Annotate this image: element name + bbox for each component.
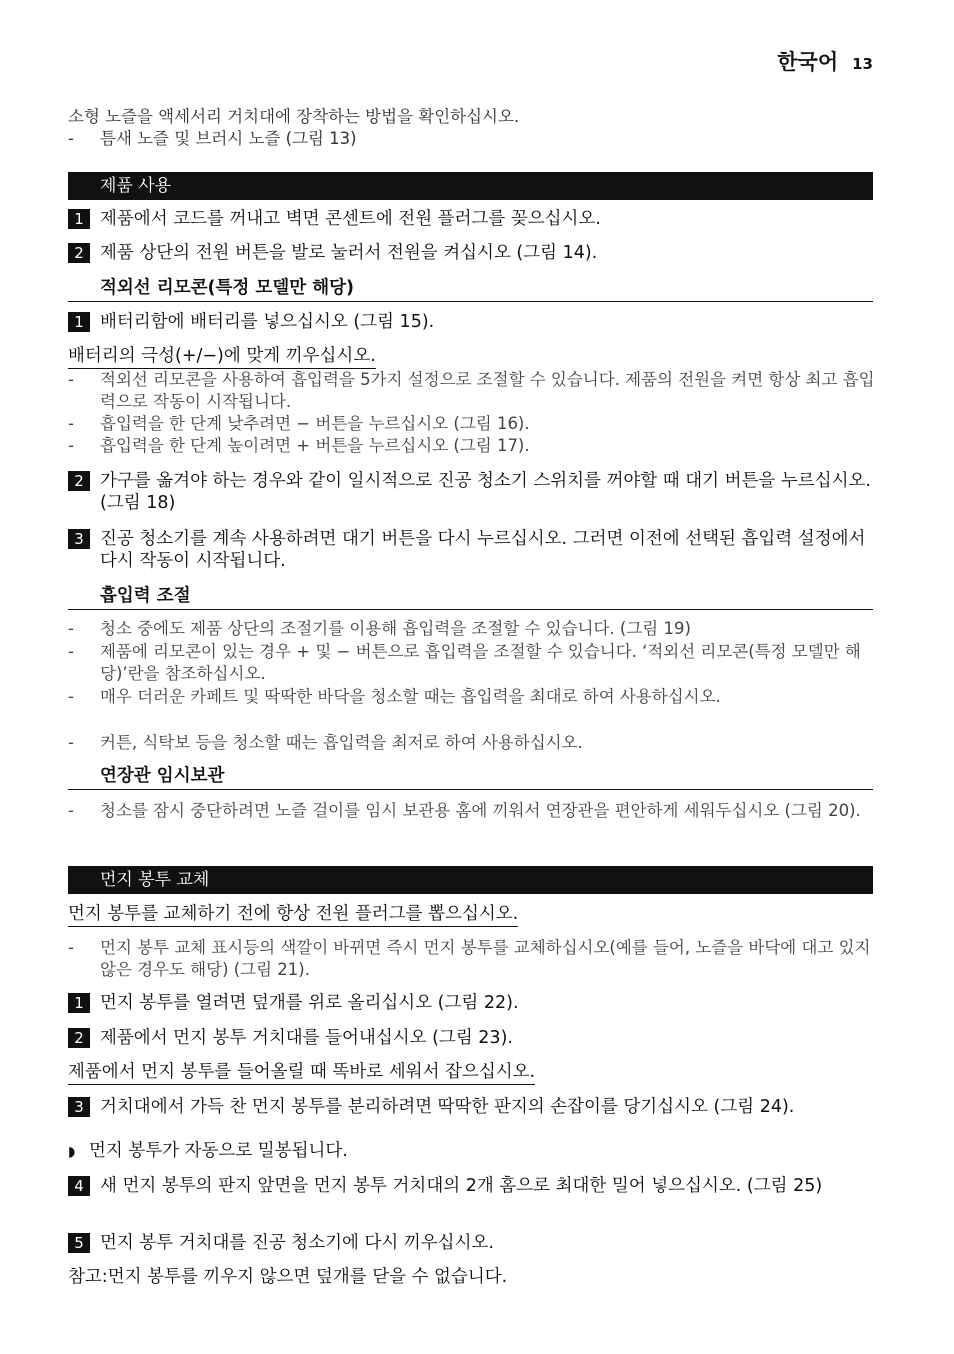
subsection-title-parking: 연장관 임시보관 — [68, 766, 873, 790]
step-text: 거치대에서 가득 찬 먼지 봉투를 분리하려면 딱딱한 판지의 손잡이를 당기십시오 (그림 24). — [100, 1097, 795, 1117]
result-marker-icon: ◗ — [68, 1144, 76, 1160]
list-item — [68, 435, 873, 457]
step-number: 1 — [68, 993, 90, 1013]
step-4 — [68, 1175, 873, 1219]
note-text — [68, 345, 376, 369]
step-text: 먼지 봉투를 열려면 덮개를 위로 올리십시오 (그림 22). — [100, 993, 519, 1013]
bullet-dash: - — [68, 436, 74, 455]
list-item-text: 청소 중에도 제품 상단의 조절기를 이용해 흡입력을 조절할 수 있습니다. (그림 19) — [100, 619, 691, 638]
result-line — [68, 1140, 348, 1163]
note-underlined: 제품에서 먼지 봉투를 들어올릴 때 똑바로 세워서 잡으십시오. — [68, 1061, 535, 1085]
step-2 — [68, 242, 873, 264]
step-number: 1 — [68, 312, 90, 332]
step-number: 4 — [68, 1176, 90, 1196]
page-header — [777, 46, 873, 76]
list-item-text: 매우 더러운 카페트 및 딱딱한 바닥을 청소할 때는 흡입력을 최대로 하여 사용하십시오. — [100, 687, 721, 706]
list-item — [68, 937, 873, 981]
step-2 — [68, 470, 873, 514]
bullet-dash: - — [68, 619, 74, 638]
bullet-dash: - — [68, 129, 74, 148]
list-item — [68, 732, 873, 754]
step-number: 5 — [68, 1233, 90, 1253]
step-text: 제품에서 코드를 꺼내고 벽면 콘센트에 전원 플러그를 꽂으십시오. — [100, 209, 601, 229]
note-underlined: 배터리의 극성(+/−)에 맞게 끼우십시오. — [68, 345, 376, 369]
step-text: 새 먼지 봉투의 판지 앞면을 먼지 봉투 거치대의 2개 홈으로 최대한 밀어 넣으십시오. (그림 25) — [100, 1176, 823, 1196]
bullet-dash: - — [68, 642, 74, 661]
step-number: 2 — [68, 1028, 90, 1048]
list-item — [68, 128, 873, 150]
intro-line: 소형 노즐을 액세서리 거치대에 장착하는 방법을 확인하십시오. — [68, 107, 520, 126]
step-1 — [68, 992, 873, 1014]
step-1 — [68, 311, 873, 333]
list-item-text: 흡입력을 한 단계 높이려면 + 버튼을 누르십시오 (그림 17). — [100, 436, 530, 455]
step-5 — [68, 1232, 873, 1254]
list-item-text: 커튼, 식탁보 등을 청소할 때는 흡입력을 최저로 하여 사용하십시오. — [100, 733, 583, 752]
list-item-text: 제품에 리모콘이 있는 경우 + 및 − 버튼으로 흡입력을 조절할 수 있습니다. ‘적외선 리모콘(특정 모델만 해당)’란을 참조하십시오. — [100, 642, 861, 683]
subsection-title-remote: 적외선 리모콘(특정 모델만 해당) — [68, 278, 873, 302]
list-item — [68, 641, 873, 685]
section-title-use: 제품 사용 — [68, 172, 873, 200]
step-2 — [68, 1027, 873, 1049]
step-number: 2 — [68, 243, 90, 263]
language-label: 한국어 — [777, 50, 839, 74]
note-text — [68, 1061, 535, 1085]
step-text: 먼지 봉투 거치대를 진공 청소기에 다시 끼우십시오. — [100, 1233, 494, 1253]
page-number: 13 — [852, 55, 873, 73]
bullet-dash: - — [68, 687, 74, 706]
step-number: 1 — [68, 209, 90, 229]
bullet-dash: - — [68, 370, 74, 389]
step-1 — [68, 208, 873, 230]
section-title-dustbag: 먼지 봉투 교체 — [68, 866, 873, 894]
list-item-text: 흡입력을 한 단계 낮추려면 − 버튼을 누르십시오 (그림 16). — [100, 414, 530, 433]
list-item-text: 틈새 노즐 및 브러시 노즐 (그림 13) — [100, 129, 357, 148]
list-item-text: 적외선 리모콘을 사용하여 흡입력을 5가지 설정으로 조절할 수 있습니다. 제품의 전원을 켜면 항상 최고 흡입력으로 작동이 시작됩니다. — [100, 370, 875, 411]
list-item-text: 청소를 잠시 중단하려면 노즐 걸이를 임시 보관용 홈에 끼워서 연장관을 편안하게 세워두십시오 (그림 20). — [100, 801, 861, 820]
subsection-title-suction: 흡입력 조절 — [68, 586, 873, 610]
step-text: 가구를 옮겨야 하는 경우와 같이 일시적으로 진공 청소기 스위치를 꺼야할 때 대기 버튼을 누르십시오. (그림 18) — [100, 471, 871, 513]
bullet-dash: - — [68, 733, 74, 752]
list-item — [68, 369, 873, 413]
bullet-dash: - — [68, 801, 74, 820]
step-text: 제품 상단의 전원 버튼을 발로 눌러서 전원을 켜십시오 (그림 14). — [100, 243, 598, 263]
bullet-dash: - — [68, 938, 74, 957]
step-3 — [68, 1096, 873, 1140]
warning-underlined: 먼지 봉투를 교체하기 전에 항상 전원 플러그를 뽑으십시오. — [68, 903, 518, 927]
list-item — [68, 686, 873, 730]
step-3 — [68, 528, 873, 572]
warning-text — [68, 903, 518, 927]
bullet-dash: - — [68, 414, 74, 433]
list-item — [68, 800, 873, 844]
result-text: 먼지 봉투가 자동으로 밀봉됩니다. — [88, 1141, 348, 1161]
intro-text — [68, 106, 873, 150]
step-text: 진공 청소기를 계속 사용하려면 대기 버튼을 다시 누르십시오. 그러면 이전에 선택된 흡입력 설정에서 다시 작동이 시작됩니다. — [100, 529, 866, 571]
step-number: 3 — [68, 529, 90, 549]
list-item — [68, 413, 873, 435]
final-note: 참고:먼지 봉투를 끼우지 않으면 덮개를 닫을 수 없습니다. — [68, 1267, 508, 1287]
list-item-text: 먼지 봉투 교체 표시등의 색깔이 바뀌면 즉시 먼지 봉투를 교체하십시오(예를 들어, 노즐을 바닥에 대고 있지 않은 경우도 해당) (그림 21). — [100, 938, 871, 979]
list-item — [68, 618, 873, 640]
step-number: 2 — [68, 471, 90, 491]
step-number: 3 — [68, 1097, 90, 1117]
step-text: 제품에서 먼지 봉투 거치대를 들어내십시오 (그림 23). — [100, 1028, 513, 1048]
step-text: 배터리함에 배터리를 넣으십시오 (그림 15). — [100, 312, 435, 332]
